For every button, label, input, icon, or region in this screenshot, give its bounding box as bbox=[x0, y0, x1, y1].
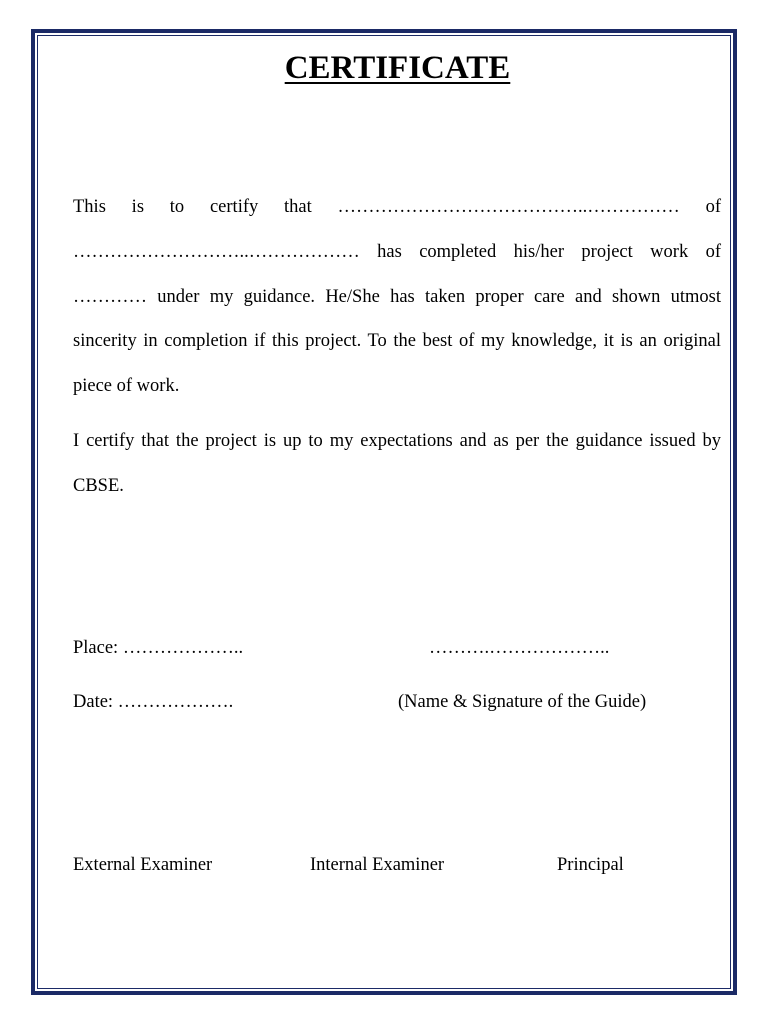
date-line: Date: ………………. bbox=[73, 692, 234, 712]
place-line: Place: ……………….. bbox=[73, 638, 244, 658]
guide-signature-line: ……….……………….. bbox=[429, 638, 610, 658]
external-examiner-label: External Examiner bbox=[73, 855, 213, 875]
principal-label: Principal bbox=[557, 855, 624, 875]
certification-statement-paragraph: I certify that the project is up to my expectations and as per the guidance issued by CBSE. bbox=[73, 431, 721, 496]
certificate-title: CERTIFICATE bbox=[284, 50, 511, 86]
internal-examiner-label: Internal Examiner bbox=[310, 855, 445, 875]
certificate-body-paragraph: This is to certify that …………………………………..…………… of ………………………..……………… has completed his/her project work of ………… under my guidance. He/She has taken proper care and shown utmost sincerity in completion if this project. To the best of my knowledge, it is an original piece of work. bbox=[73, 197, 721, 397]
page-border-inner bbox=[37, 35, 731, 989]
guide-signature-label: (Name & Signature of the Guide) bbox=[398, 692, 647, 712]
